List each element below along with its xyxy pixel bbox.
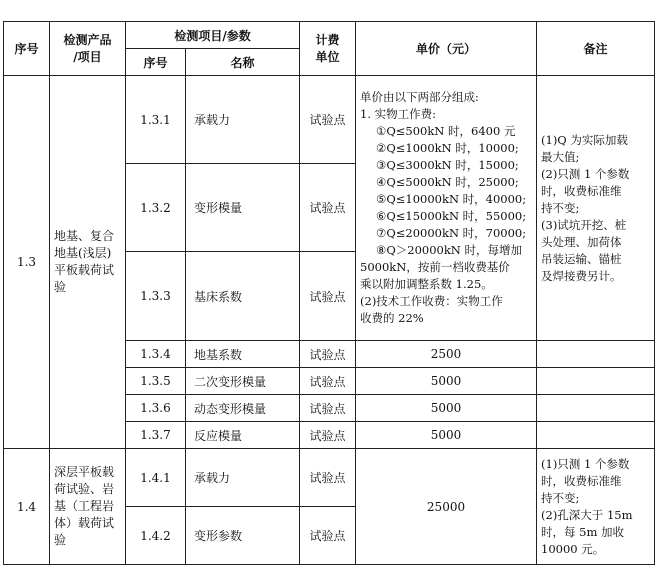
product-line: 平板载荷试 <box>54 263 115 277</box>
item-unit: 试验点 <box>300 449 356 507</box>
item-unit: 试验点 <box>300 341 356 368</box>
price-tier: ⑥Q≤15000kN 时，55000; <box>376 209 527 223</box>
price-tier: ①Q≤500kN 时，6400 元 <box>376 124 516 138</box>
header-unit-line2: 单位 <box>315 49 340 64</box>
item-name: 变形模量 <box>186 164 300 252</box>
item-name: 反应模量 <box>186 422 300 449</box>
header-unit <box>300 22 356 76</box>
product-line: 深层平板载 <box>54 465 115 479</box>
group-seq: 1.4 <box>4 449 50 565</box>
price-tier: ④Q≤5000kN 时，25000; <box>376 175 519 189</box>
sub-seq: 1.3.1 <box>126 76 186 164</box>
price-part2: 收费的 22% <box>360 311 424 325</box>
price-tail: 乘以附加调整系数 1.25。 <box>360 277 493 291</box>
remark-line: 持不变; <box>541 200 580 215</box>
remark-line: 最大值; <box>541 149 580 164</box>
sub-seq: 1.4.1 <box>126 449 186 507</box>
item-price: 2500 <box>356 341 537 368</box>
header-product-line1: 检测产品 <box>63 32 112 47</box>
sub-seq: 1.3.4 <box>126 341 186 368</box>
item-unit: 试验点 <box>300 395 356 422</box>
remark-line: (2)孔深大于 15m <box>541 507 633 522</box>
header-seq: 序号 <box>4 22 50 76</box>
header-remark: 备注 <box>537 22 655 76</box>
group-product <box>50 449 126 565</box>
item-name: 承载力 <box>186 449 300 507</box>
group-seq: 1.3 <box>4 76 50 449</box>
header-product-line2: /项目 <box>73 49 102 64</box>
item-remark-empty <box>537 368 655 395</box>
remark-line: (3)试坑开挖、桩 <box>541 217 627 232</box>
item-unit: 试验点 <box>300 422 356 449</box>
sub-seq: 1.3.7 <box>126 422 186 449</box>
group-remark <box>537 76 655 341</box>
price-part1: 1. 实物工作费: <box>360 107 437 121</box>
item-remark-empty <box>537 395 655 422</box>
header-product <box>50 22 126 76</box>
group-price: 25000 <box>356 449 537 565</box>
product-line: 地基(浅层) <box>54 246 112 260</box>
remark-line: 持不变; <box>541 490 580 505</box>
item-remark-empty <box>537 341 655 368</box>
remark-line: 时，收费标准维 <box>541 183 622 198</box>
price-tail: 5000kN，按前一档收费基价 <box>360 260 510 274</box>
header-name: 名称 <box>186 49 300 76</box>
remark-line: 10000 元。 <box>541 541 605 556</box>
header-item-param: 检测项目/参数 <box>126 22 300 49</box>
remark-line: 时，收费标准维 <box>541 473 622 488</box>
table-row <box>4 449 655 507</box>
group-product <box>50 76 126 449</box>
price-tier: ⑤Q≤10000kN 时，40000; <box>376 192 527 206</box>
item-name: 基床系数 <box>186 252 300 341</box>
header-row-1 <box>4 22 655 49</box>
item-unit: 试验点 <box>300 76 356 164</box>
remark-line: (2)只测 1 个参数 <box>541 166 630 181</box>
fee-table <box>3 21 655 565</box>
group-remark <box>537 449 655 565</box>
price-part2: (2)技术工作收费：实物工作 <box>360 294 503 308</box>
sub-seq: 1.3.5 <box>126 368 186 395</box>
item-unit: 试验点 <box>300 507 356 565</box>
remark-line: (1)只测 1 个参数 <box>541 456 630 471</box>
item-name: 承载力 <box>186 76 300 164</box>
sub-seq: 1.4.2 <box>126 507 186 565</box>
item-unit: 试验点 <box>300 252 356 341</box>
item-unit: 试验点 <box>300 164 356 252</box>
sub-seq: 1.3.2 <box>126 164 186 252</box>
product-line: 验 <box>54 280 67 294</box>
item-price: 5000 <box>356 422 537 449</box>
item-price: 5000 <box>356 368 537 395</box>
price-tier: ⑧Q＞20000kN 时，每增加 <box>376 243 523 257</box>
remark-line: 时，每 5m 加收 <box>541 524 625 539</box>
header-price: 单价（元） <box>356 22 537 76</box>
item-name: 地基系数 <box>186 341 300 368</box>
remark-line: (1)Q 为实际加载 <box>541 132 628 147</box>
remark-line: 及焊接费另计。 <box>541 268 622 283</box>
sub-seq: 1.3.6 <box>126 395 186 422</box>
product-line: 地基、复合 <box>54 229 115 243</box>
table-row <box>4 76 655 164</box>
item-price: 5000 <box>356 395 537 422</box>
item-remark-empty <box>537 422 655 449</box>
price-composition-note <box>356 76 537 341</box>
item-name: 变形参数 <box>186 507 300 565</box>
item-name: 二次变形模量 <box>186 368 300 395</box>
header-sub-seq: 序号 <box>126 49 186 76</box>
price-tier: ⑦Q≤20000kN 时，70000; <box>376 226 527 240</box>
sub-seq: 1.3.3 <box>126 252 186 341</box>
item-name: 动态变形模量 <box>186 395 300 422</box>
header-unit-line1: 计费 <box>315 32 340 47</box>
product-line: 验 <box>54 533 67 547</box>
remark-line: 吊装运输、锚桩 <box>541 251 622 266</box>
product-line: 基（工程岩 <box>54 499 115 513</box>
item-unit: 试验点 <box>300 368 356 395</box>
product-line: 荷试验、岩 <box>54 482 115 496</box>
product-line: 体）载荷试 <box>54 516 115 530</box>
price-tier: ②Q≤1000kN 时，10000; <box>376 141 519 155</box>
remark-line: 头处理、加荷体 <box>541 234 622 249</box>
price-tier: ③Q≤3000kN 时，15000; <box>376 158 519 172</box>
price-intro: 单价由以下两部分组成: <box>360 90 479 104</box>
